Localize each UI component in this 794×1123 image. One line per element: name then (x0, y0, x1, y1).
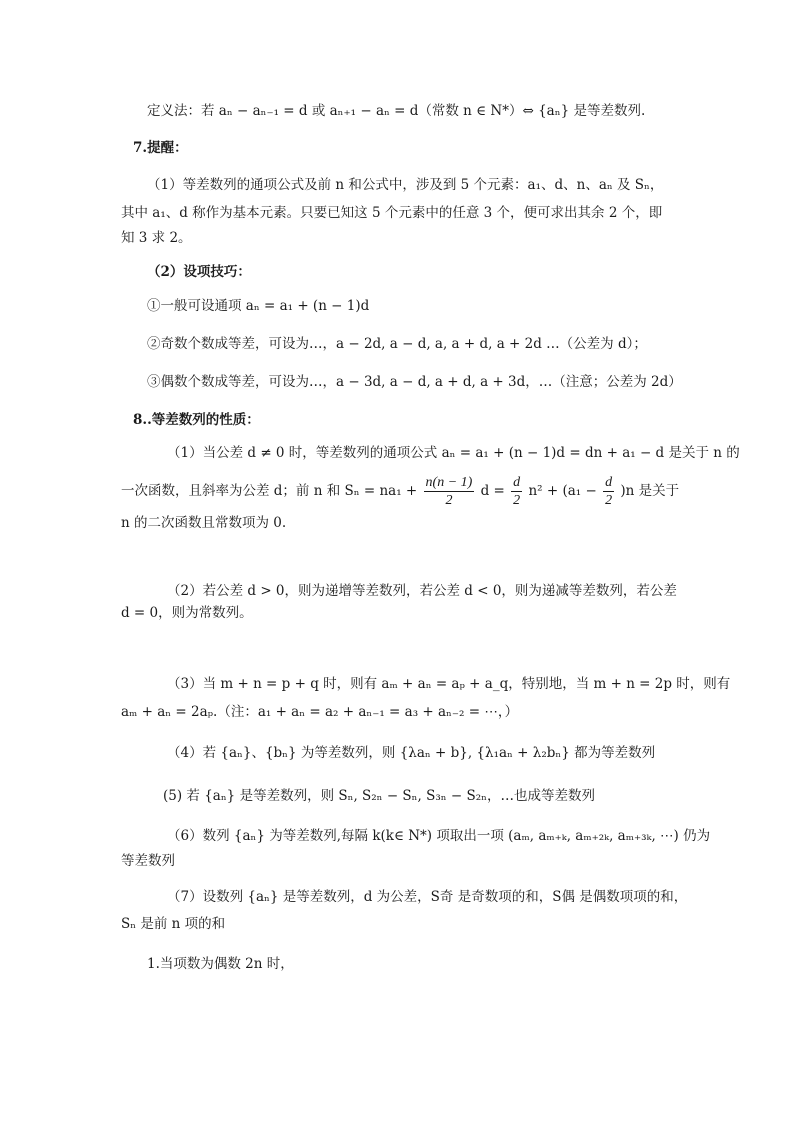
prop2-text-a: （2）若公差 d > 0，则为递增等差数列，若公差 d < 0，则为递减等差数列，若公差 (167, 583, 677, 599)
prop4-line (167, 743, 655, 763)
prop3-line-a (167, 674, 730, 694)
definition-text: 定义法：若 aₙ − aₙ₋₁ = d 或 aₙ₊₁ − aₙ = d（常数 n ∈ N*）⇔ {aₙ} 是等差数列. (147, 103, 646, 119)
tip2-heading (147, 262, 251, 282)
prop3-line-b (121, 702, 518, 722)
tip1-text-c: 知 3 求 2。 (121, 230, 192, 246)
tip2-heading-text: （2）设项技巧： (147, 264, 251, 280)
tip-heading-text: 7.提醒： (133, 140, 188, 156)
tip2-item-3 (147, 372, 682, 392)
tip2-item-3-text: ③偶数个数成等差，可设为…，a − 3d, a − d, a + d, a + 3d，…（注意；公差为 2d） (147, 374, 682, 390)
fraction-n-n-minus-1-over-2 (424, 474, 475, 509)
properties-heading-text: 8..等差数列的性质： (133, 412, 260, 428)
tip2-item-1 (147, 296, 369, 316)
tip1-line-b (121, 203, 662, 223)
prop2-line-a (167, 581, 677, 601)
tip-heading (133, 138, 188, 158)
tip1-text-a: （1）等差数列的通项公式及前 n 和公式中，涉及到 5 个元素：a₁、d、n、aₙ 及 Sₙ， (147, 177, 664, 193)
tip1-text-b: 其中 a₁、d 称作为基本元素。只要已知这 5 个元素中的任意 3 个，便可求出其余 2 个，即 (121, 205, 663, 221)
fraction-d-over-2 (511, 474, 522, 509)
case1-text: 1.当项数为偶数 2n 时， (147, 956, 294, 972)
fraction-numerator: d (513, 475, 521, 490)
prop6-text-b: 等差数列 (121, 853, 175, 869)
fraction-denominator: 2 (513, 493, 521, 508)
prop5-text: (5) 若 {aₙ} 是等差数列，则 Sₙ, S₂ₙ − Sₙ, S₃ₙ − S₂ₙ，…也成等差数列 (163, 788, 595, 804)
tip2-item-1-text: ①一般可设通项 aₙ = a₁ + (n − 1)d (147, 298, 370, 314)
prop1-text-c: n 的二次函数且常数项为 0. (121, 515, 287, 531)
prop1-line-b (121, 474, 679, 509)
prop3-text-b: aₘ + aₙ = 2aₚ.（注：a₁ + aₙ = a₂ + aₙ₋₁ = a₃ + aₙ₋₂ = ⋯，） (121, 704, 519, 720)
prop3-text-a: （3）当 m + n = p + q 时，则有 aₘ + aₙ = aₚ + a_q，特别地，当 m + n = 2p 时，则有 (167, 676, 731, 692)
prop6-line-a (167, 826, 710, 846)
prop1-text-b-pre: 一次函数，且斜率为公差 d；前 n 和 Sₙ = na₁ + (121, 483, 418, 499)
tip2-item-2 (147, 334, 647, 354)
prop7-text-b: Sₙ 是前 n 项的和 (121, 916, 226, 932)
fraction-numerator: n(n − 1) (425, 475, 473, 490)
prop7-line-a (167, 887, 687, 907)
fraction-d-over-2 (603, 474, 614, 509)
properties-heading (133, 410, 260, 430)
prop6-text-a: （6）数列 {aₙ} 为等差数列,每隔 k(k∈ N*) 项取出一项 (aₘ, aₘ₊ₖ, aₘ₊₂ₖ, aₘ₊₃ₖ, ⋯) 仍为 (167, 828, 711, 844)
prop1-text-b-mid1: d = (480, 483, 505, 499)
definition-line (147, 101, 645, 121)
prop5-line (163, 786, 595, 806)
prop6-line-b (121, 851, 175, 871)
case1-line (147, 954, 294, 974)
prop7-line-b (121, 914, 225, 934)
prop4-text: （4）若 {aₙ}、{bₙ} 为等差数列，则 {λaₙ + b}, {λ₁aₙ + λ₂bₙ} 都为等差数列 (167, 745, 656, 761)
tip1-line-a (147, 175, 663, 195)
fraction-denominator: 2 (605, 493, 613, 508)
prop1-text-a: （1）当公差 d ≠ 0 时，等差数列的通项公式 aₙ = a₁ + (n − 1)d = dn + a₁ − d 是关于 n 的 (167, 445, 740, 461)
prop2-line-b (121, 603, 253, 623)
tip2-item-2-text: ②奇数个数成等差，可设为…，a − 2d, a − d, a, a + d, a + 2d …（公差为 d）； (147, 336, 647, 352)
prop7-text-a: （7）设数列 {aₙ} 是等差数列，d 为公差，S奇 是奇数项的和，S偶 是偶数项项的和， (167, 889, 688, 905)
fraction-numerator: d (605, 475, 613, 490)
prop1-text-b-post: )n 是关于 (620, 483, 680, 499)
prop1-line-c (121, 513, 286, 533)
prop1-line-a (167, 443, 740, 463)
tip1-line-c (121, 228, 192, 248)
fraction-denominator: 2 (445, 493, 453, 508)
prop1-text-b-mid2: n² + (a₁ − (528, 483, 597, 499)
prop2-text-b: d = 0，则为常数列。 (121, 605, 253, 621)
